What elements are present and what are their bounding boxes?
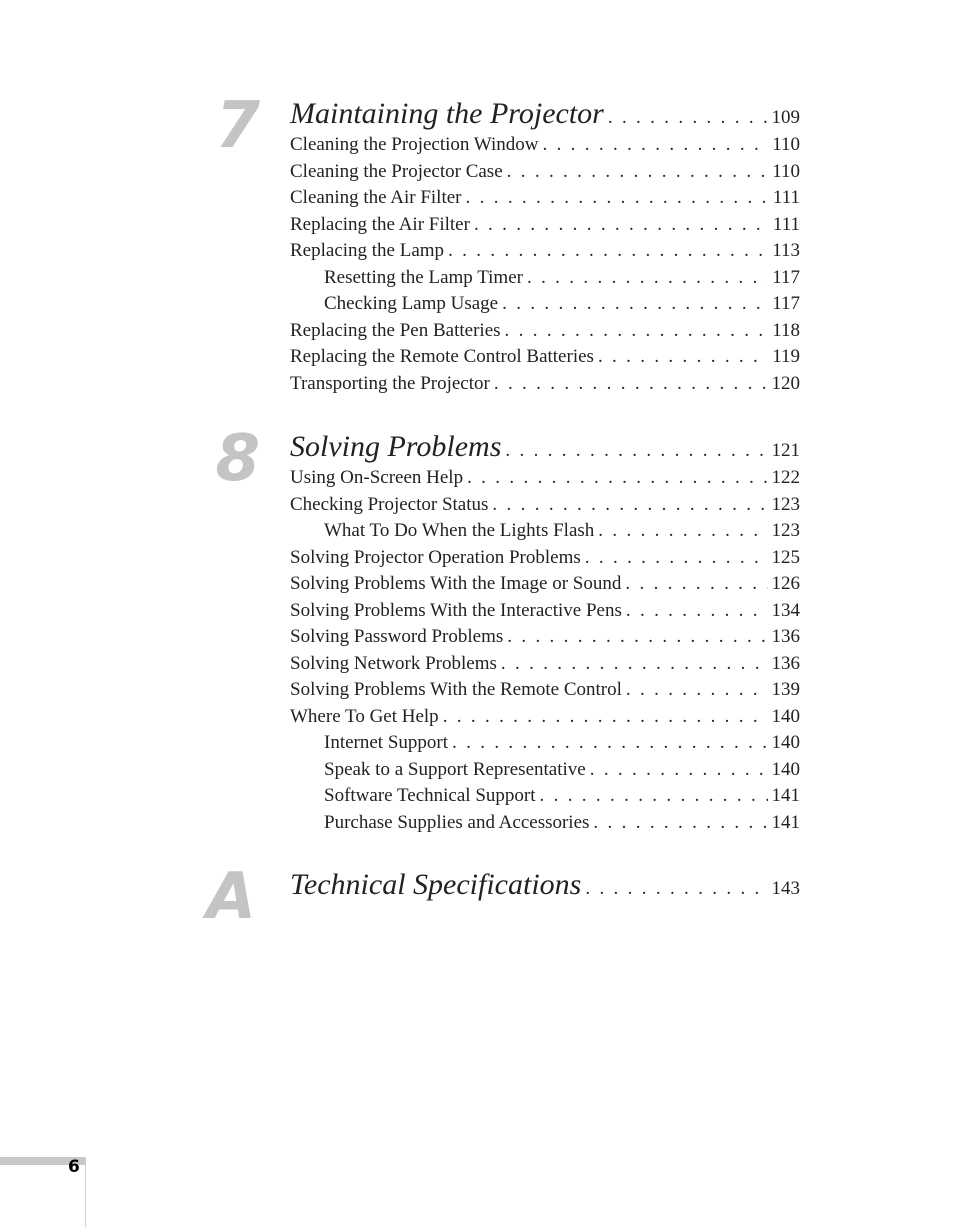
toc-page: 140 [771,732,800,753]
dot-leader [492,492,767,519]
toc-title: Replacing the Lamp [290,240,445,261]
toc-title: Solving Password Problems [290,626,504,647]
toc-entry[interactable] [290,344,800,371]
dot-leader [501,651,768,678]
toc-title: Replacing the Pen Batteries [290,319,501,341]
toc-page: 117 [772,266,800,288]
toc-title: Solving Network Problems [290,652,497,674]
toc-subentry[interactable] [290,518,800,545]
toc-title: Speak to a Support Representative [324,758,586,780]
toc-page: 110 [772,160,800,182]
toc-entries [290,96,800,397]
toc-entry[interactable] [290,571,800,598]
page-footer-tab [0,1157,86,1227]
toc-chapter-heading[interactable] [290,96,800,132]
chapter-number: 7 [215,89,260,163]
toc-title: Where To Get Help [290,705,439,727]
toc-title: Resetting the Lamp Timer [324,266,523,288]
toc-page: 117 [772,293,800,314]
toc-page: 141 [771,811,800,833]
dot-leader [626,598,768,625]
dot-leader [467,465,767,492]
toc-page: 111 [772,187,800,208]
toc-page: 140 [771,758,800,780]
toc-page: 141 [771,785,800,806]
toc-page: 109 [771,107,800,128]
toc-page: 125 [771,546,800,568]
dot-leader [585,871,767,907]
toc-page: 126 [771,573,800,594]
dot-leader [590,757,768,784]
dot-leader [452,730,767,757]
toc-title: Cleaning the Air Filter [290,187,462,208]
toc-title: Replacing the Air Filter [290,213,470,235]
dot-leader [593,810,767,837]
toc-page: 113 [772,240,800,261]
chapter-number: 8 [215,422,260,496]
dot-leader [466,185,769,212]
toc-entry[interactable] [290,318,800,345]
toc-title: Checking Projector Status [290,493,489,515]
toc-title: Software Technical Support [324,785,536,806]
toc-entries [290,429,800,836]
toc-entry[interactable] [290,545,800,572]
toc-page: 134 [771,599,800,621]
toc-entry[interactable] [290,492,800,519]
toc-page: 118 [772,319,800,341]
toc-entry[interactable] [290,704,800,731]
toc-subentry[interactable] [290,810,800,837]
toc-entry[interactable] [290,212,800,239]
toc-page: 110 [772,134,800,155]
toc-title: Maintaining the Projector [290,97,604,130]
dot-leader [542,132,768,159]
dot-leader [494,371,768,398]
dot-leader [540,783,768,810]
toc-page: 139 [771,679,800,700]
toc-page: 123 [771,493,800,515]
dot-leader [626,677,768,704]
toc-entry[interactable] [290,159,800,186]
toc-page: 120 [771,372,800,394]
toc-entry[interactable] [290,624,800,651]
toc-page: 136 [771,652,800,674]
page-number: 6 [68,1157,80,1177]
toc-title: What To Do When the Lights Flash [324,520,595,541]
toc-title: Solving Problems [290,430,502,463]
toc-title: Internet Support [324,732,449,753]
dot-leader [608,100,768,136]
dot-leader [474,212,769,239]
dot-leader [502,291,768,318]
toc-title: Checking Lamp Usage [324,293,499,314]
toc-title: Technical Specifications [290,868,582,901]
toc-subentry[interactable] [290,757,800,784]
toc-title: Purchase Supplies and Accessories [324,811,590,833]
toc-subentry[interactable] [290,783,800,810]
toc-chapter-heading[interactable] [290,429,800,465]
dot-leader [505,433,767,469]
toc-title: Using On-Screen Help [290,467,464,488]
dot-leader [448,238,768,265]
toc-entry[interactable] [290,132,800,159]
dot-leader [598,344,768,371]
toc-subentry[interactable] [290,265,800,292]
toc-title: Solving Problems With the Interactive Pens [290,599,622,621]
footer-divider [85,1157,86,1227]
toc-entry[interactable] [290,677,800,704]
dot-leader [507,624,767,651]
dot-leader [507,159,769,186]
toc-page: 111 [772,213,800,235]
dot-leader [527,265,768,292]
toc-subentry[interactable] [290,730,800,757]
toc-title: Solving Projector Operation Problems [290,546,581,568]
toc-subentry[interactable] [290,291,800,318]
chapter-number: A [206,860,256,934]
toc-title: Solving Problems With the Image or Sound [290,573,622,594]
toc-title: Cleaning the Projector Case [290,160,503,182]
toc-entry[interactable] [290,185,800,212]
dot-leader [505,318,769,345]
toc-page: 122 [771,467,800,488]
dot-leader [585,545,768,572]
toc-title: Solving Problems With the Remote Control [290,679,622,700]
toc-title: Replacing the Remote Control Batteries [290,346,594,367]
toc-entry[interactable] [290,465,800,492]
toc-page: 140 [771,705,800,727]
toc-entry[interactable] [290,598,800,625]
toc-entry[interactable] [290,651,800,678]
dot-leader [625,571,767,598]
toc-title: Cleaning the Projection Window [290,134,539,155]
toc-page: 123 [771,520,800,541]
toc-entry[interactable] [290,238,800,265]
toc-entry[interactable] [290,371,800,398]
dot-leader [443,704,768,731]
toc-page: 143 [771,878,800,899]
toc-entries [290,867,800,903]
toc-page: 121 [771,440,800,461]
dot-leader [598,518,767,545]
toc-title: Transporting the Projector [290,372,490,394]
toc-chapter-heading[interactable] [290,867,800,903]
toc-page: 136 [771,626,800,647]
toc-page: 119 [772,346,800,367]
